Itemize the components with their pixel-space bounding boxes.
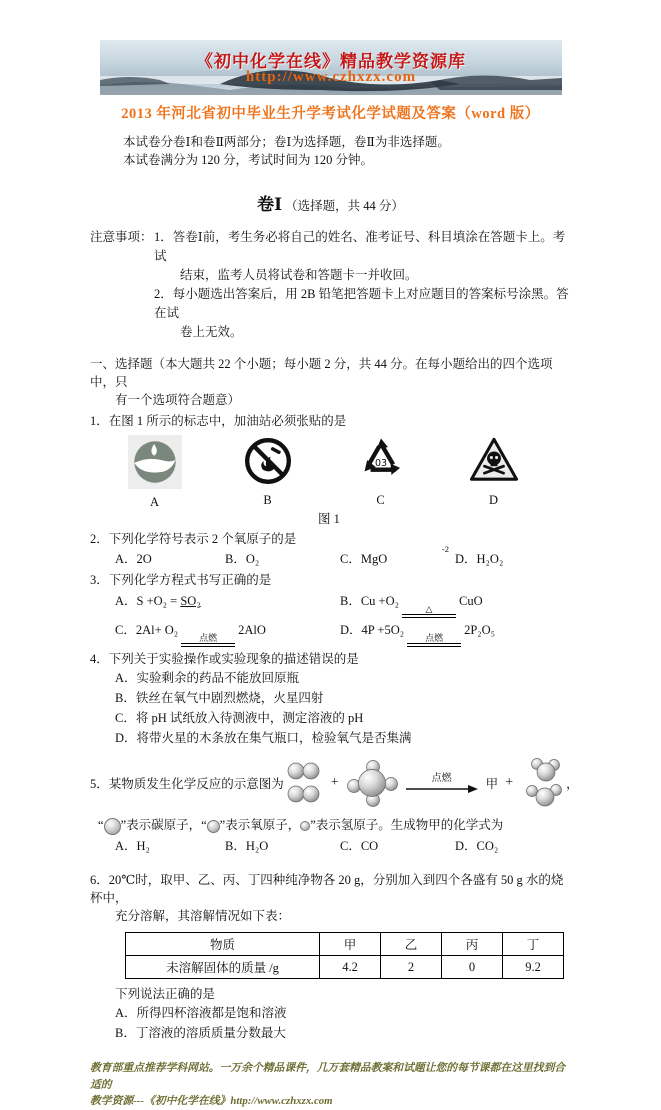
question-4-text: 4．下列关于实验操作或实验现象的描述错误的是 <box>90 652 359 666</box>
legend-seg-1: ”表示碳原子，“ <box>120 818 207 832</box>
figure-1-option-c <box>324 435 437 510</box>
question-5-legend <box>90 816 571 835</box>
q5-option-d: D．CO₂ <box>455 839 499 853</box>
question-3-text: 3．下列化学方程式书写正确的是 <box>90 573 272 587</box>
notice-item-2-line-2: 卷上无效。 <box>180 325 243 339</box>
carbon-atom-icon <box>104 818 121 835</box>
question-6-options <box>90 1003 571 1043</box>
q3-b-lhs: Cu +O₂ <box>360 594 399 608</box>
q5-option-a: A．H₂ <box>115 839 150 853</box>
q2-option-a: A．2O <box>115 552 152 566</box>
q2-option-d: D．H₂O₂ <box>455 552 504 566</box>
intro-line-2: 本试卷满分为 120 分，考试时间为 120 分钟。 <box>123 153 374 167</box>
toxic-hazard-sign-icon <box>468 435 520 487</box>
q3-option-d <box>340 618 571 647</box>
intro-line-1: 本试卷分卷Ⅰ和卷Ⅱ两部分；卷Ⅰ为选择题，卷Ⅱ为非选择题。 <box>123 135 450 149</box>
q3-a-label: A． <box>115 594 137 608</box>
legend-seg-2: ”表示氧原子， <box>219 818 301 832</box>
question-6-text-line-1: 6．20℃时，取甲、乙、丙、丁四种纯净物各 20 g，分别加入到四个各盛有 50 g 水的烧杯中， <box>90 873 564 905</box>
figure-1-option-a <box>98 435 211 510</box>
arrow-icon <box>406 784 478 794</box>
table-header-row <box>126 933 564 956</box>
q5-plus-2: + <box>505 775 514 790</box>
q4-option-c: C．将 pH 试纸放入待测液中，测定溶液的 pH <box>115 711 364 725</box>
question-4-options <box>90 668 571 748</box>
notice-items <box>154 228 571 342</box>
table-header-yi: 乙 <box>381 933 442 956</box>
section-1-heading <box>90 355 571 409</box>
solubility-table <box>125 932 564 979</box>
reaction-arrow <box>406 773 478 794</box>
q5-comma: ， <box>566 777 579 791</box>
water-saving-logo-icon <box>128 435 182 489</box>
no-fireworks-sign-icon <box>242 435 294 487</box>
q5-product-jia: 甲 <box>485 777 499 791</box>
q3-b-condition: △ <box>425 604 433 614</box>
section-1-line-2: 有一个选项符合题意） <box>115 393 241 407</box>
q3-option-c <box>115 618 340 647</box>
legend-seg-3: ”表示氢原子。生成物甲的化学式为 <box>310 818 504 832</box>
table-value-yi: 2 <box>381 956 442 979</box>
table-value-bing: 0 <box>442 956 503 979</box>
footer-line-1: 教育部重点推荐学科网站。一万余个精品课件，几万套精品教案和试题让您的每节课都在这里找到合适的 <box>90 1062 566 1091</box>
table-value-ding: 9.2 <box>503 956 564 979</box>
question-5-text: 5．某物质发生化学反应的示意图为 <box>90 777 284 791</box>
table-value-jia: 4.2 <box>320 956 381 979</box>
question-5-options <box>90 837 571 855</box>
q3-option-b <box>340 589 571 618</box>
q3-option-a <box>115 589 340 618</box>
question-1-text: 1．在图 1 所示的标志中，加油站必须张贴的是 <box>90 414 347 428</box>
question-2-text: 2．下列化学符号表示 2 个氧原子的是 <box>90 532 297 546</box>
q4-option-a: A．实验剩余的药品不能放回原瓶 <box>115 671 300 685</box>
table-header-jia: 甲 <box>320 933 381 956</box>
q4-option-d: D．将带火星的木条放在集气瓶口，检验氧气是否集满 <box>115 731 412 745</box>
q3-d-rhs: 2P₂O₅ <box>464 623 496 637</box>
q3-a-rhs: SO₂ <box>180 594 201 608</box>
q4-option-b: B．铁丝在氧气中剧烈燃烧，火星四射 <box>115 691 324 705</box>
part1-heading <box>90 190 571 215</box>
question-2-options <box>90 544 571 568</box>
figure-1-label-a: A <box>149 495 160 509</box>
page-footer <box>90 1060 571 1110</box>
exam-document-page <box>0 40 661 1107</box>
part1-heading-bold: 卷Ⅰ <box>257 195 283 214</box>
q3-c-label: C． <box>115 623 136 637</box>
banner-site-url[interactable]: http://www.czhxzx.com <box>245 69 417 85</box>
question-6-text-line-2: 充分溶解，其溶解情况如下表： <box>115 909 291 923</box>
reaction-condition: 点燃 <box>431 772 452 784</box>
figure-1-option-d <box>437 435 550 510</box>
hydrogen-atom-icon <box>300 821 310 831</box>
table-header-ding: 丁 <box>503 933 564 956</box>
figure-1-caption: 图 1 <box>318 512 340 526</box>
oxygen-atom-icon <box>207 820 220 833</box>
intro-block <box>90 133 571 169</box>
q3-c-condition: 点燃 <box>199 633 218 643</box>
question-5-reaction-diagram <box>90 758 579 808</box>
document-title: 2013 年河北省初中毕业生升学考试化学试题及答案（word 版） <box>121 106 540 122</box>
site-banner <box>100 40 562 95</box>
notice-item-2-line-1: 2．每小题选出答案后，用 2B 铅笔把答题卡上对应题目的答案标号涂黑。答在试 <box>154 287 569 320</box>
q3-c-lhs: 2Al+ O₂ <box>135 623 179 637</box>
q3-a-lhs: S +O₂ = <box>136 594 181 608</box>
figure-1-option-b <box>211 435 324 510</box>
q5-option-b: B．H₂O <box>225 839 269 853</box>
figure-1-label-d: D <box>488 493 499 507</box>
q3-c-condition-bridge <box>181 633 235 647</box>
table-header-bing: 丙 <box>442 933 503 956</box>
question-6-prompt: 下列说法正确的是 <box>115 987 216 1001</box>
q3-b-rhs: CuO <box>459 594 483 608</box>
question-3-row-1 <box>90 589 571 618</box>
legend-seg-0: “ <box>98 818 104 832</box>
figure-1-label-b: B <box>263 493 272 507</box>
q2-option-b: B．O₂ <box>225 552 260 566</box>
q2-option-c-text: C．MgO <box>340 552 388 566</box>
table-data-row <box>126 956 564 979</box>
q5-plus-1: + <box>330 775 339 790</box>
methane-molecule-icon <box>346 758 398 808</box>
banner-site-title: 《初中化学在线》精品教学资源库 <box>196 52 466 71</box>
notice-item-1-line-1: 1．答卷Ⅰ前，考生务必将自己的姓名、准考证号、科目填涂在答题卡上。考试 <box>154 230 566 263</box>
notice-label: 注意事项： <box>90 230 153 244</box>
figure-1-label-c: C <box>376 493 385 507</box>
q3-d-condition-bridge <box>407 633 461 647</box>
q3-d-lhs: 4P +5O₂ <box>361 623 405 637</box>
q3-b-label: B． <box>340 594 361 608</box>
question-3-row-2 <box>90 618 571 647</box>
q5-option-c: C．CO <box>340 839 379 853</box>
q3-b-condition-bridge <box>402 604 456 618</box>
water-molecules-icon <box>520 758 566 808</box>
q2-option-c <box>340 544 455 568</box>
recycle-code-text: 03 <box>374 458 387 470</box>
recycle-mark-03-icon <box>355 435 407 487</box>
part1-heading-rest: （选择题，共 44 分） <box>285 199 404 213</box>
q2-option-c-valence: -2 <box>441 544 449 554</box>
q6-option-b: B．丁溶液的溶质质量分数最大 <box>115 1026 286 1040</box>
q3-d-label: D． <box>340 623 362 637</box>
notice-block <box>90 228 571 342</box>
q3-d-condition: 点燃 <box>425 633 444 643</box>
notice-item-1-line-2: 结束，监考人员将试卷和答题卡一并收回。 <box>180 268 418 282</box>
oxygen-molecules-icon <box>284 761 324 805</box>
footer-line-2[interactable]: 教学资源---《初中化学在线》http://www.czhxzx.com <box>90 1095 333 1107</box>
table-header-substance: 物质 <box>126 933 320 956</box>
table-row-label: 未溶解固体的质量 /g <box>126 956 320 979</box>
q3-c-rhs: 2AlO <box>238 623 266 637</box>
section-1-line-1: 一、选择题（本大题共 22 个小题；每小题 2 分，共 44 分。在每小题给出的四个选项中，只 <box>90 357 553 389</box>
figure-1 <box>90 435 571 510</box>
q6-option-a: A．所得四杯溶液都是饱和溶液 <box>115 1006 287 1020</box>
